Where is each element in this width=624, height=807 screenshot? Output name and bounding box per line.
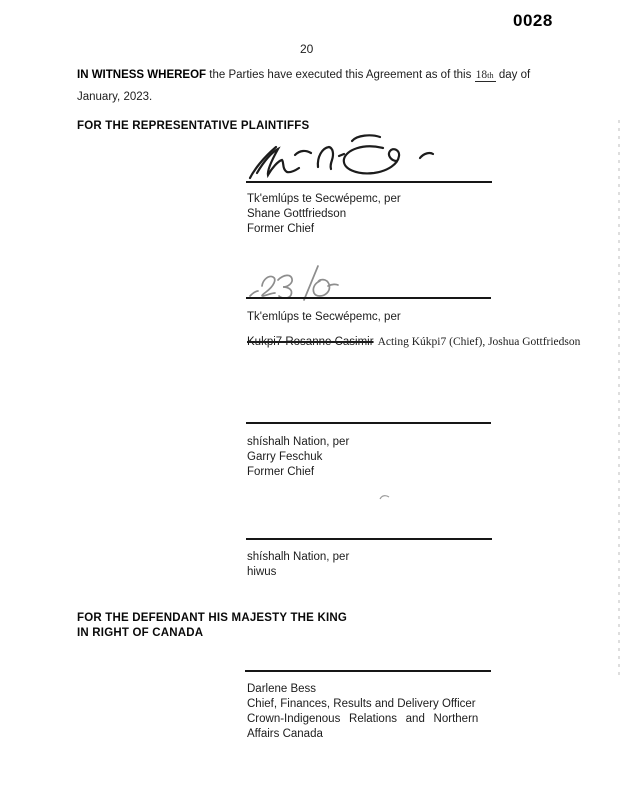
- witness-clause-lead: IN WITNESS WHEREOF: [77, 69, 207, 81]
- witness-clause-line2: January, 2023.: [77, 91, 153, 103]
- signature-scribble-2: [245, 262, 345, 302]
- signatory-block-2-org: [247, 310, 401, 325]
- date-ordinal: th: [487, 70, 494, 80]
- signature-line-2: [246, 297, 491, 299]
- witness-clause-body: the Parties have executed this Agreement as of this: [206, 69, 475, 81]
- signatory-block-1: [247, 192, 401, 237]
- doc-number: 0028: [513, 11, 553, 30]
- struck-name: Kukpi7 Rosanne Casimir: [247, 336, 374, 348]
- signatory-block-4: [247, 550, 349, 580]
- signatory-block-3: [247, 435, 349, 480]
- page-number: 20: [300, 42, 314, 56]
- witness-clause-line1: [77, 68, 563, 90]
- signatory-name: Garry Feschuk: [247, 451, 323, 463]
- stray-mark: [379, 493, 391, 501]
- signatory-name: Darlene Bess: [247, 683, 317, 695]
- signatory-dept-line1: Crown-Indigenous Relations and Northern: [247, 713, 479, 725]
- signatory-block-5: [247, 682, 492, 742]
- replacement-name: Acting Kúkpi7 (Chief), Joshua Gottfriedson: [377, 336, 581, 348]
- signatory-name: hiwus: [247, 566, 277, 578]
- signatory-title: Former Chief: [247, 466, 315, 478]
- scan-edge-artifact: [618, 120, 620, 680]
- signatory-block-2-name: [247, 336, 580, 348]
- witness-clause: [77, 68, 563, 112]
- signature-scribble-1: [243, 128, 448, 184]
- signature-line-3: [246, 422, 491, 424]
- signatory-title: Former Chief: [247, 223, 315, 235]
- signature-line-1: [246, 181, 492, 183]
- signatory-dept-line2: Affairs Canada: [247, 728, 323, 740]
- signature-line-4: [246, 538, 492, 540]
- heading-representative-plaintiffs: FOR THE REPRESENTATIVE PLAINTIFFS: [77, 120, 310, 132]
- heading-defendant: [77, 611, 347, 641]
- signatory-title: Chief, Finances, Results and Delivery Officer: [247, 698, 476, 710]
- signatory-org: shíshalh Nation, per: [247, 551, 350, 563]
- signature-line-5: [245, 670, 491, 672]
- witness-clause-tail: day of: [495, 69, 531, 81]
- handwritten-date: [475, 69, 496, 82]
- signatory-org: Tk'emlúps te Secwépemc, per: [247, 193, 401, 205]
- date-day: 18: [475, 69, 488, 81]
- signatory-name: Shane Gottfriedson: [247, 208, 347, 220]
- signatory-org: Tk'emlúps te Secwépemc, per: [247, 311, 401, 323]
- heading-defendant-line1: FOR THE DEFENDANT HIS MAJESTY THE KING: [77, 612, 347, 624]
- heading-defendant-line2: IN RIGHT OF CANADA: [77, 627, 204, 639]
- signatory-org: shíshalh Nation, per: [247, 436, 350, 448]
